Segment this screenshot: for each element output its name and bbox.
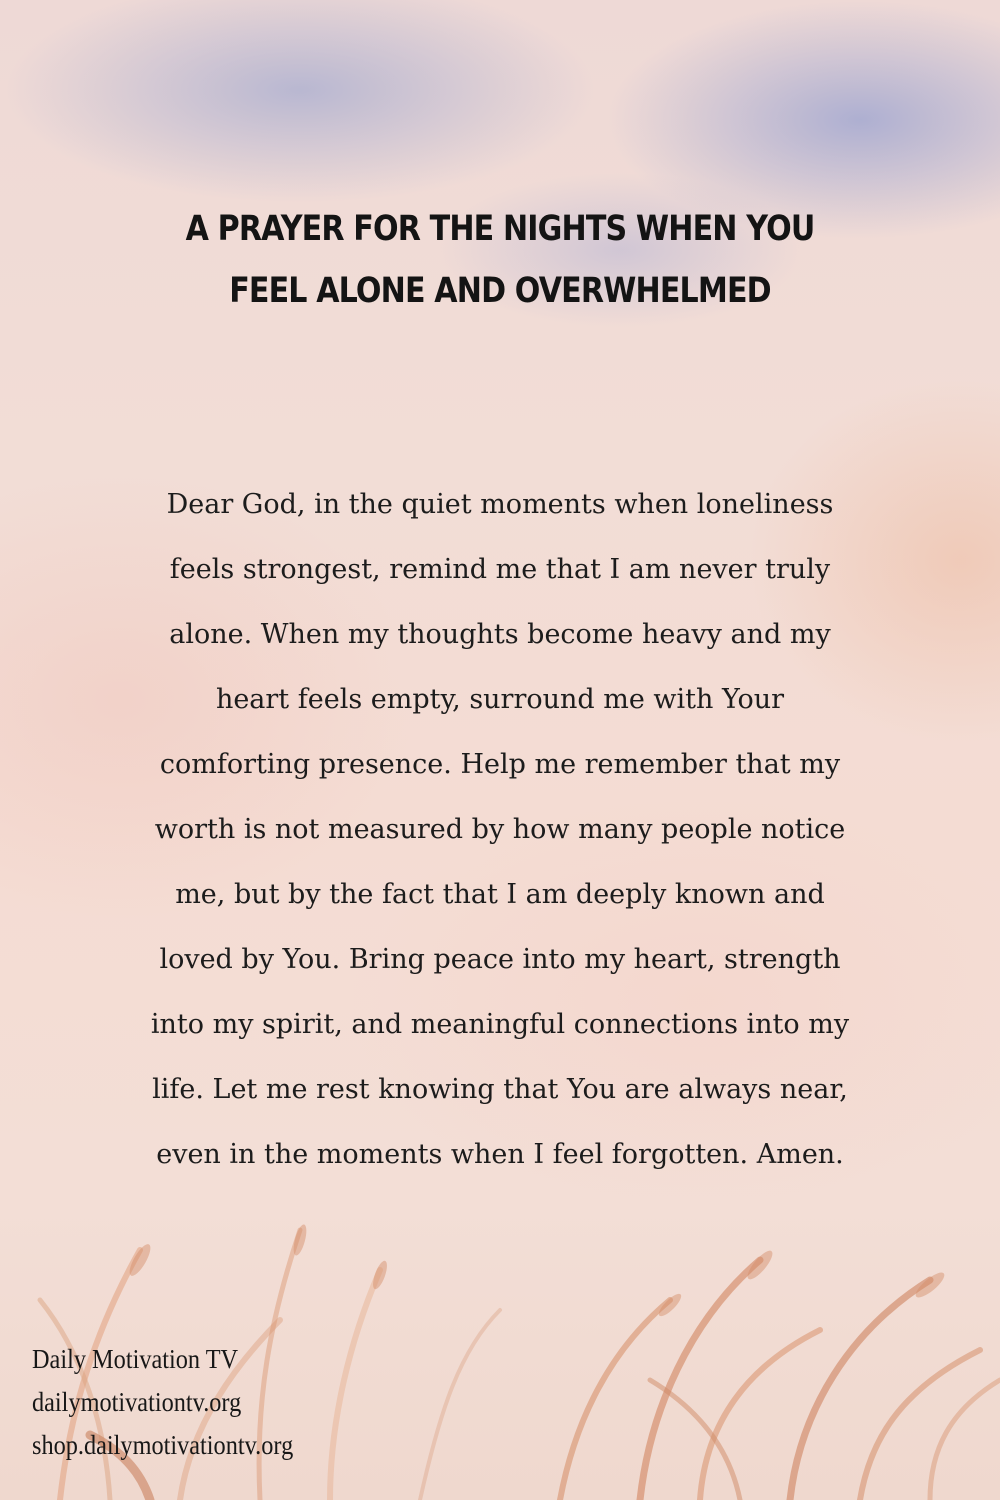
prayer-line: feels strongest, remind me that I am never truly [169, 554, 831, 585]
prayer-line: loved by You. Bring peace into my heart, strength [159, 944, 841, 975]
prayer-line: heart feels empty, surround me with Your [215, 684, 785, 715]
website-link[interactable]: dailymotivationtv.org [32, 1387, 242, 1417]
shop-link[interactable]: shop.dailymotivationtv.org [32, 1430, 294, 1460]
prayer-line: Dear God, in the quiet moments when loneliness [166, 489, 834, 520]
brand-name: Daily Motivation TV [32, 1344, 239, 1374]
title-line-2: FEEL ALONE AND OVERWHELMED [229, 271, 771, 311]
prayer-line: comforting presence. Help me remember that my [159, 749, 841, 780]
prayer-line: even in the moments when I feel forgotten. Amen. [156, 1139, 844, 1170]
title-line-1: A PRAYER FOR THE NIGHTS WHEN YOU [185, 209, 815, 249]
page-title [156, 198, 844, 322]
prayer-line: me, but by the fact that I am deeply known and [175, 879, 825, 910]
footer-credits [32, 1338, 322, 1467]
prayer-text [135, 472, 865, 1187]
prayer-line: into my spirit, and meaningful connections into my [150, 1009, 850, 1040]
prayer-line: worth is not measured by how many people notice [154, 814, 846, 845]
prayer-line: life. Let me rest knowing that You are always near, [152, 1074, 848, 1105]
prayer-line: alone. When my thoughts become heavy and my [169, 619, 831, 650]
